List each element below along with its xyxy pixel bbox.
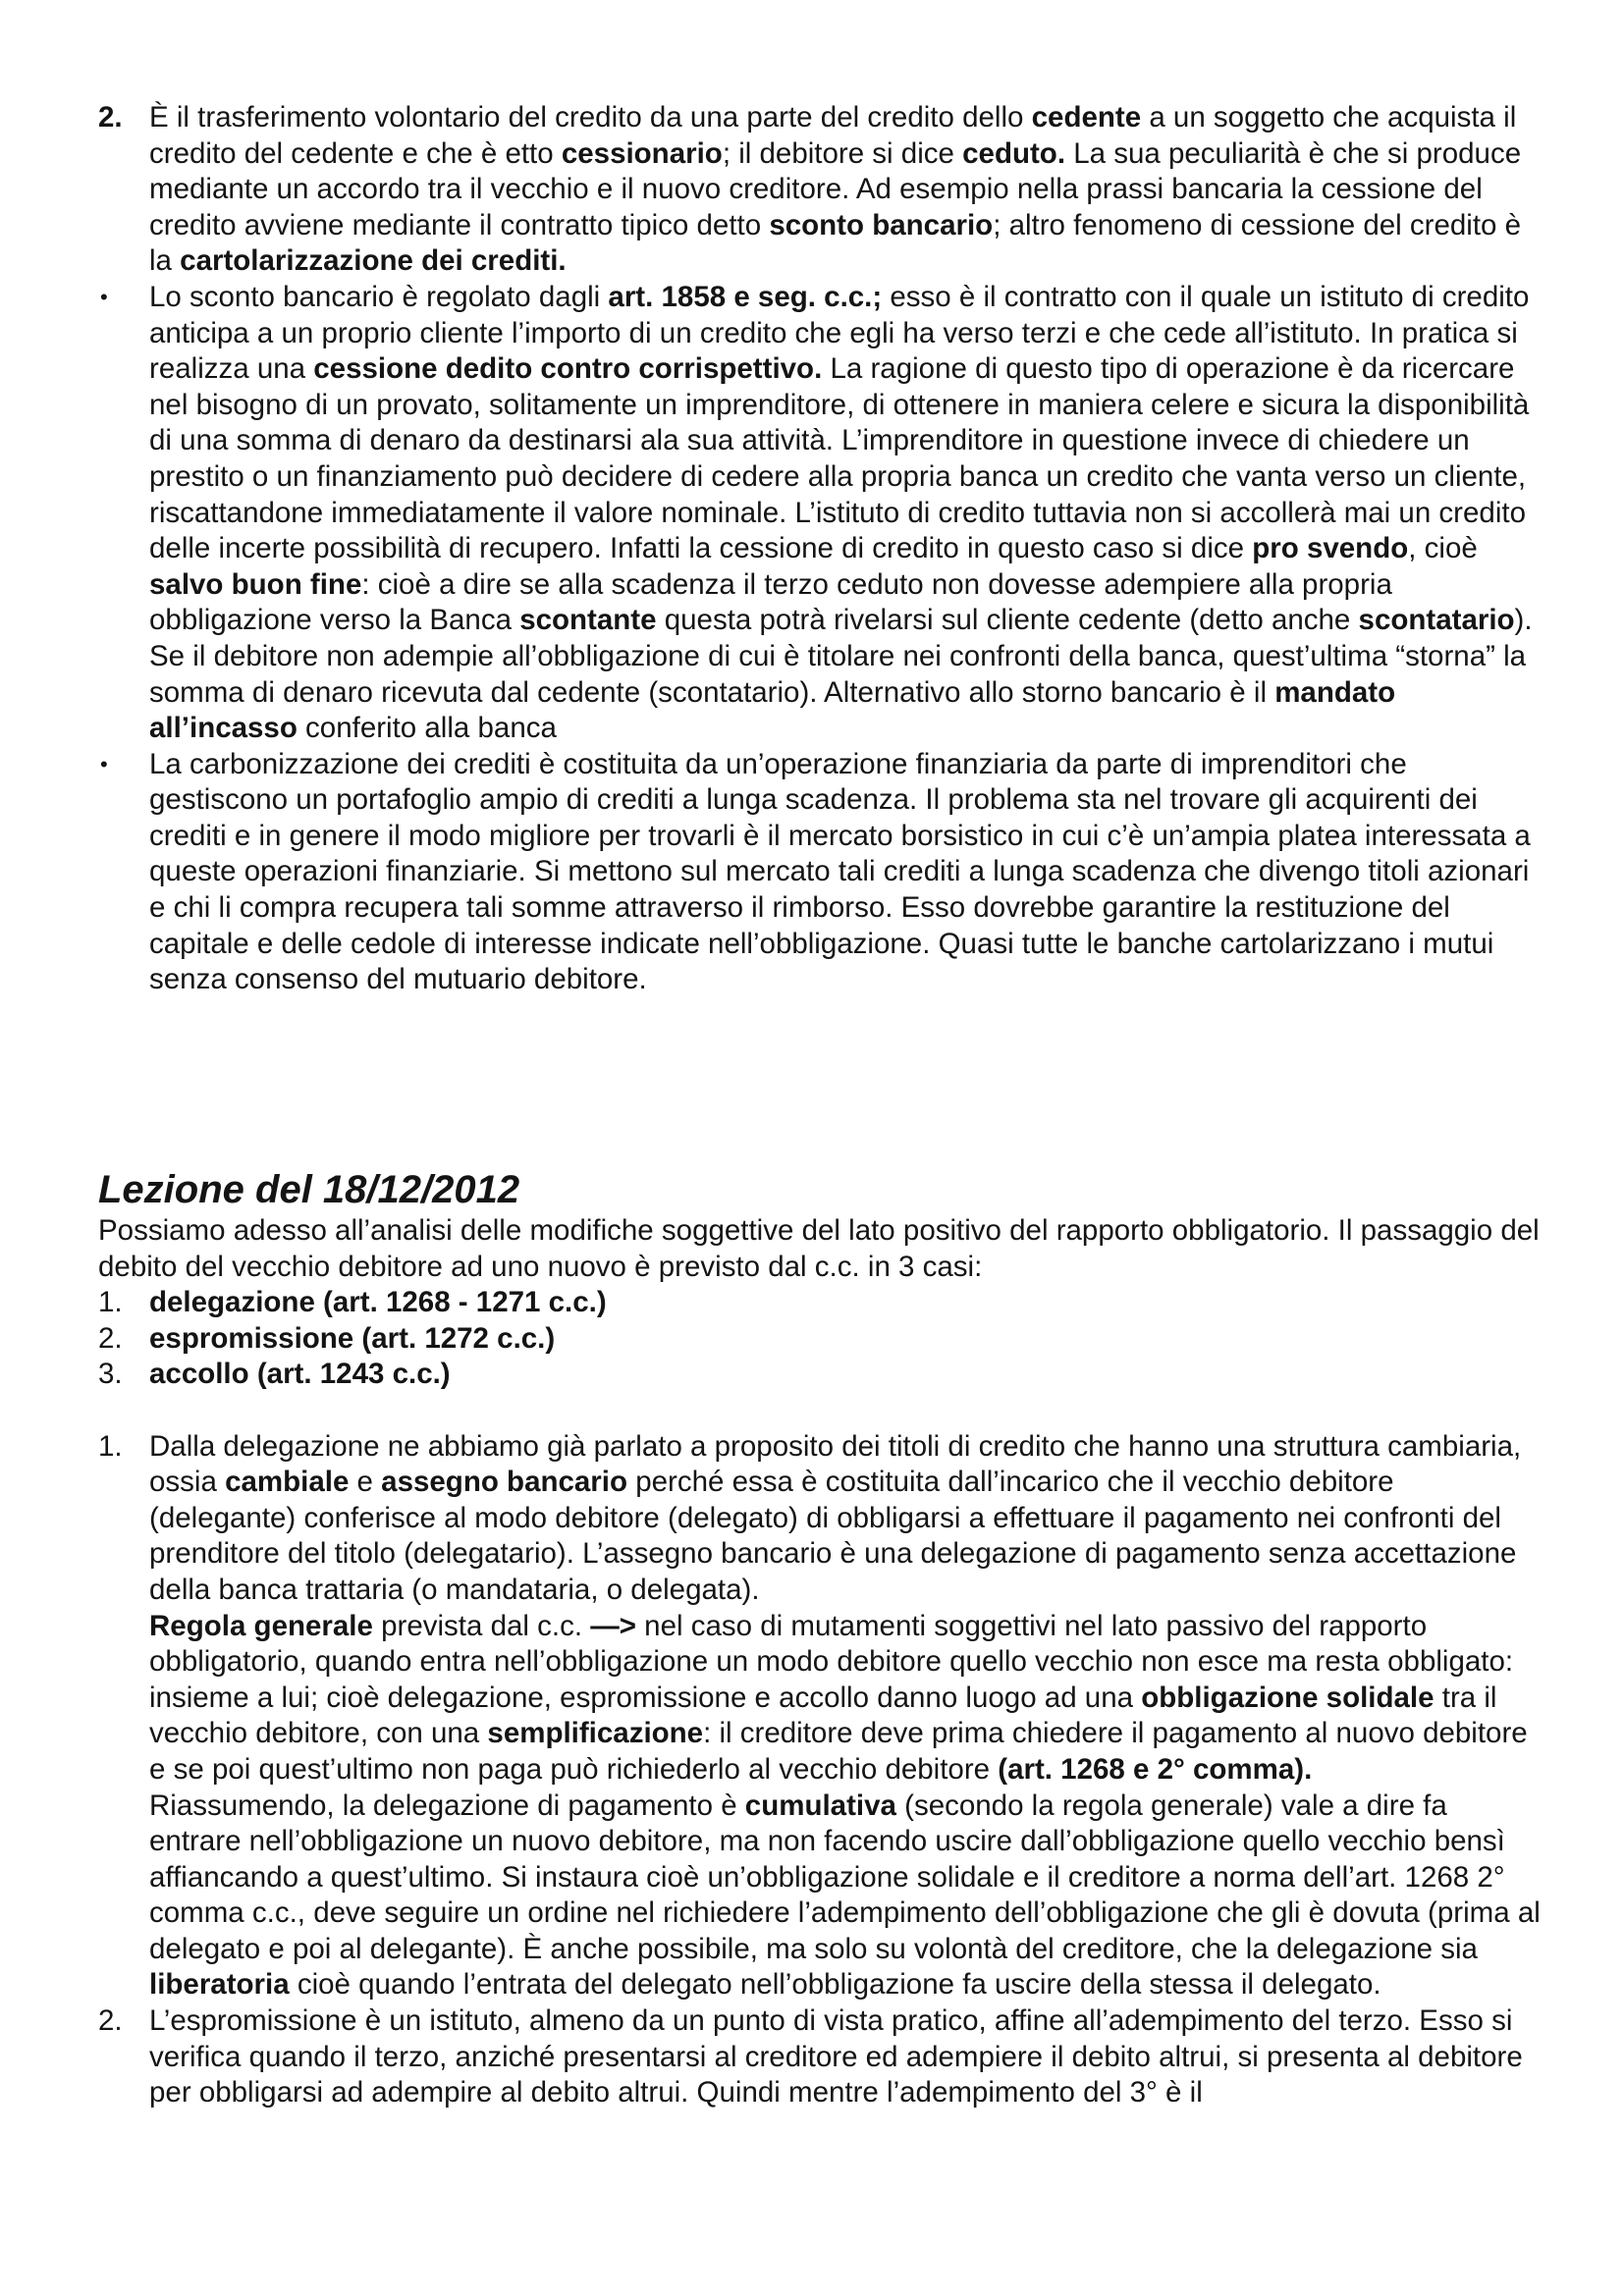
bold-term: cumulativa xyxy=(744,1789,896,1822)
paragraph-cartolarizzazione: La carbonizzazione dei crediti è costituita da un’operazione finanziaria da parte di imprenditori che gestiscono un portafoglio ampio di crediti a lunga scadenza. Il problema sta nel trovare gli acquirenti dei crediti e in genere il modo migliore per trovarli è il mercato borsistico in cui c’è un’ampia platea interessata a queste operazioni finanziarie. Si mettono sul mercato tali crediti a lunga scadenza che divengo titoli azionari e chi li compra recupera tali somme attraverso il rimborso. Esso dovrebbe garantire la restituzione del capitale e delle cedole di interesse indicate nell’obbligazione. Quasi tutte le banche cartolarizzano i mutui senza consenso del mutuario debitore. xyxy=(149,747,1531,996)
bold-term: cessione dedito contro corrispettivo. xyxy=(313,352,823,386)
case-list-item xyxy=(98,1321,1542,1358)
bold-term: sconto bancario xyxy=(769,208,994,241)
case-delegazione: delegazione (art. 1268 - 1271 c.c.) xyxy=(149,1286,607,1319)
paragraph-sconto-bancario: Lo sconto bancario è regolato dagli art. 1858 e seg. c.c.; esso è il contratto con il quale un istituto di credito anticipa a un proprio cliente l’importo di un credito che egli ha verso terzi e che cede all’istituto. In pratica si realizza una cessione dedito contro corrispettivo. La ragione di questo tipo di operazione è da ricercare nel bisogno di un provato, solitamente un imprenditore, di ottenere in maniera celere e sicura la disponibilità di una somma di denaro da destinarsi ala sua attività. L’imprenditore in questione invece di chiedere un prestito o un finanziamento può decidere di cedere alla propria banca un credito che vanta verso un cliente, riscattandone immediatamente il valore nominale. L’istituto di credito tuttavia non si accollerà mai un credito delle incerte possibilità di recupero. Infatti la cessione di credito in questo caso si dice pro svendo, cioè salvo buon fine: cioè a dire se alla scadenza il terzo ceduto non dovesse adempiere alla propria obbligazione verso la Banca scontante questa potrà rivelarsi sul cliente cedente (detto anche scontatario). Se il debitore non adempie all’obbligazione di cui è titolare nei confronti della banca, quest’ultima “storna” la somma di denaro ricevuta dal cedente (scontatario). Alternativo allo storno bancario è il mandato all’incasso conferito alla banca xyxy=(149,280,1533,745)
bold-term: assegno bancario xyxy=(381,1466,628,1499)
case-list-item xyxy=(98,1285,1542,1321)
section-cessione-credito xyxy=(98,100,1542,998)
list-marker: 3. xyxy=(98,1358,123,1391)
bold-term: mandato all’incasso xyxy=(149,675,1396,745)
case-list-item xyxy=(98,1357,1542,1393)
list-marker: 1. xyxy=(98,1286,123,1319)
bold-term: scontatario xyxy=(1358,604,1515,637)
bullet-marker: • xyxy=(100,751,108,776)
case-accollo: accollo (art. 1243 c.c.) xyxy=(149,1358,451,1391)
bullet-item-sconto-bancario xyxy=(98,280,1542,747)
bold-term: ceduto. xyxy=(962,136,1066,170)
bold-term: (art. 1268 e 2° comma). xyxy=(998,1752,1313,1786)
bold-term: salvo buon fine xyxy=(149,567,362,601)
bold-term: cambiale xyxy=(225,1466,350,1499)
list-marker: 2. xyxy=(98,1321,123,1355)
bold-term: scontante xyxy=(519,604,657,637)
list-item-delegazione xyxy=(98,1429,1542,2004)
case-espromissione: espromissione (art. 1272 c.c.) xyxy=(149,1321,556,1355)
bold-term: cartolarizzazione dei crediti. xyxy=(180,244,567,278)
bold-term: semplificazione xyxy=(487,1717,704,1750)
lesson-heading: Lezione del 18/12/2012 xyxy=(98,1168,520,1211)
bold-term: obbligazione solidale xyxy=(1141,1681,1435,1714)
list-marker: 2. xyxy=(98,2004,123,2038)
list-item-espromissione xyxy=(98,2003,1542,2111)
bold-term: Regola generale xyxy=(149,1609,373,1642)
paragraph-espromissione: L’espromissione è un istituto, almeno da un punto di vista pratico, affine all’adempimento del terzo. Esso si verifica quando il terzo, anziché presentarsi al creditore ed adempiere il debito altrui, si presenta al debitore per obbligarsi ad adempire al debito altrui. Quindi mentre l’adempimento del 3° è il xyxy=(149,2004,1523,2109)
bullet-item-cartolarizzazione xyxy=(98,747,1542,998)
bold-term: pro svendo xyxy=(1252,532,1409,565)
bold-term: liberatoria xyxy=(149,1968,290,2002)
list-marker: 1. xyxy=(98,1429,123,1463)
bold-term: cedente xyxy=(1031,101,1142,133)
list-marker: 2. xyxy=(98,101,123,133)
list-item-2 xyxy=(98,100,1542,280)
bold-term: cessionario xyxy=(561,136,723,170)
bold-term: art. 1858 e seg. c.c.; xyxy=(608,280,883,313)
spacer xyxy=(98,1393,1542,1429)
section-lezione xyxy=(98,1213,1542,2111)
paragraph-delegazione: Dalla delegazione ne abbiamo già parlato a proposito dei titoli di credito che hanno una struttura cambiaria, ossia cambiale e assegno bancario perché essa è costituita dall’incarico che il vecchio debitore (delegante) conferisce al modo debitore (delegato) di obbligarsi a effettuare il pagamento nei confronti del prenditore del titolo (delegatario). L’assegno bancario è una delegazione di pagamento senza accettazione della banca trattaria (o mandataria, o delegata). xyxy=(149,1429,1522,1606)
paragraph-cessione: È il trasferimento volontario del credito da una parte del credito dello cedente a un soggetto che acquista il credito del cedente e che è etto cessionario; il debitore si dice ceduto. La sua peculiarità è che si produce mediante un accordo tra il vecchio e il nuovo creditore. Ad esempio nella prassi bancaria la cessione del credito avviene mediante il contratto tipico detto sconto bancario; altro fenomeno di cessione del credito è la cartolarizzazione dei crediti. xyxy=(149,101,1522,278)
paragraph-riassumendo: Riassumendo, la delegazione di pagamento è cumulativa (secondo la regola generale) vale a dire fa entrare nell’obbligazione un nuovo debitore, ma non facendo uscire dall’obbligazione quello vecchio bensì affiancando a quest’ultimo. Si instaura cioè un’obbligazione solidale e il creditore a norma dell’art. 1268 2° comma c.c., deve seguire un ordine nel richiedere l’adempimento dell’obbligazione che gli è dovuta (prima al delegato e poi al delegante). È anche possibile, ma solo su volontà del creditore, che la delegazione sia liberatoria cioè quando l’entrata del delegato nell’obbligazione fa uscire della stessa il delegato. xyxy=(149,1789,1541,2002)
paragraph-regola-generale: Regola generale prevista dal c.c. —> nel caso di mutamenti soggettivi nel lato passivo del rapporto obbligatorio, quando entra nell’obbligazione un modo debitore quello vecchio non esce ma resta obbligato: insieme a lui; cioè delegazione, espromissione e accollo danno luogo ad una obbligazione solidale tra il vecchio debitore, con una semplificazione: il creditore deve prima chiedere il pagamento al nuovo debitore e se poi quest’ultimo non paga può richiederlo al vecchio debitore (art. 1268 e 2° comma). xyxy=(149,1609,1528,1786)
bullet-marker: • xyxy=(100,284,108,309)
intro-paragraph: Possiamo adesso all’analisi delle modifiche soggettive del lato positivo del rapporto obbligatorio. Il passaggio del debito del vecchio debitore ad uno nuovo è previsto dal c.c. in 3 casi: xyxy=(98,1214,1540,1283)
bold-term: —> xyxy=(590,1609,636,1642)
